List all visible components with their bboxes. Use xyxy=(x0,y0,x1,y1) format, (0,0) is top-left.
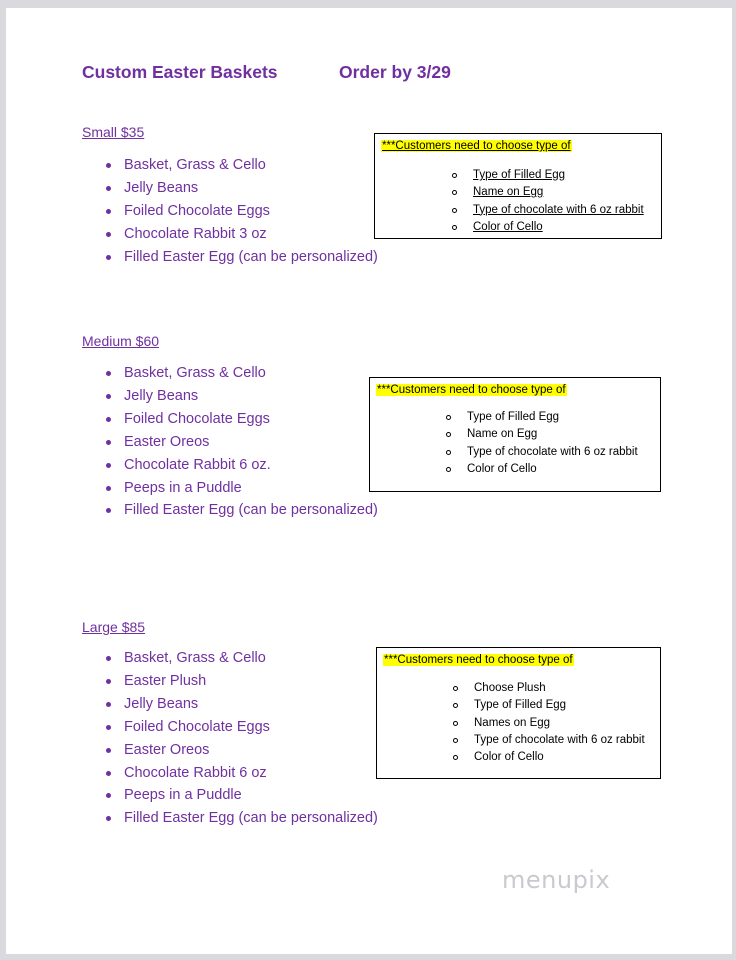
bullet-icon xyxy=(106,793,111,798)
list-item: Type of Filled Egg xyxy=(452,697,645,714)
list-item: Basket, Grass & Cello xyxy=(104,362,378,385)
circle-bullet-icon xyxy=(453,703,458,708)
list-item: Type of Filled Egg xyxy=(451,167,644,184)
bullet-icon xyxy=(106,748,111,753)
circle-bullet-icon xyxy=(446,415,451,420)
large-basket-heading: Large $85 xyxy=(82,619,146,635)
bullet-icon xyxy=(106,656,111,661)
page-title: Custom Easter Baskets xyxy=(82,62,278,82)
choice-options xyxy=(451,167,644,236)
list-item: Foiled Chocolate Eggs xyxy=(104,408,378,431)
bullet-icon xyxy=(106,463,111,468)
list-item: Basket, Grass & Cello xyxy=(104,647,378,670)
list-item: Chocolate Rabbit 6 oz xyxy=(104,762,378,785)
bullet-icon xyxy=(106,232,111,237)
bullet-icon xyxy=(106,725,111,730)
small-basket-heading: Small $35 xyxy=(82,124,145,140)
circle-bullet-icon xyxy=(452,173,457,178)
list-item: Foiled Chocolate Eggs xyxy=(104,200,378,223)
list-item: Jelly Beans xyxy=(104,385,378,408)
circle-bullet-icon xyxy=(446,467,451,472)
choice-options xyxy=(445,409,638,478)
medium-basket-heading: Medium $60 xyxy=(82,333,160,349)
bullet-icon xyxy=(106,679,111,684)
circle-bullet-icon xyxy=(453,686,458,691)
order-deadline: Order by 3/29 xyxy=(339,62,451,82)
list-item: Filled Easter Egg (can be personalized) xyxy=(104,499,378,522)
list-item: Jelly Beans xyxy=(104,177,378,200)
list-item: Easter Oreos xyxy=(104,431,378,454)
list-item: Peeps in a Puddle xyxy=(104,477,378,500)
list-item: Peeps in a Puddle xyxy=(104,784,378,807)
bullet-icon xyxy=(106,163,111,168)
list-item: Choose Plush xyxy=(452,680,645,697)
list-item: Name on Egg xyxy=(445,426,638,443)
bullet-icon xyxy=(106,394,111,399)
circle-bullet-icon xyxy=(446,432,451,437)
circle-bullet-icon xyxy=(453,738,458,743)
list-item: Jelly Beans xyxy=(104,693,378,716)
circle-bullet-icon xyxy=(446,450,451,455)
choice-options xyxy=(452,680,645,766)
bullet-icon xyxy=(106,371,111,376)
list-item: Type of Filled Egg xyxy=(445,409,638,426)
large-choices-note xyxy=(376,647,661,779)
bullet-icon xyxy=(106,186,111,191)
bullet-icon xyxy=(106,702,111,707)
circle-bullet-icon xyxy=(453,755,458,760)
list-item: Names on Egg xyxy=(452,715,645,732)
bullet-icon xyxy=(106,771,111,776)
medium-basket-items xyxy=(104,362,378,522)
list-item: Type of chocolate with 6 oz rabbit xyxy=(452,732,645,749)
note-heading: ***Customers need to choose type of xyxy=(384,654,573,666)
list-item: Type of chocolate with 6 oz rabbit xyxy=(445,444,638,461)
list-item: Easter Plush xyxy=(104,670,378,693)
circle-bullet-icon xyxy=(453,721,458,726)
list-item: Color of Cello xyxy=(451,219,644,236)
medium-choices-note xyxy=(369,377,661,492)
list-item: Color of Cello xyxy=(452,749,645,766)
list-item: Chocolate Rabbit 6 oz. xyxy=(104,454,378,477)
list-item: Name on Egg xyxy=(451,184,644,201)
list-item: Foiled Chocolate Eggs xyxy=(104,716,378,739)
circle-bullet-icon xyxy=(452,208,457,213)
bullet-icon xyxy=(106,209,111,214)
large-basket-items xyxy=(104,647,378,830)
note-heading: ***Customers need to choose type of xyxy=(377,384,566,396)
note-heading: ***Customers need to choose type of xyxy=(382,140,571,152)
list-item: Easter Oreos xyxy=(104,739,378,762)
bullet-icon xyxy=(106,508,111,513)
circle-bullet-icon xyxy=(452,225,457,230)
bullet-icon xyxy=(106,255,111,260)
bullet-icon xyxy=(106,440,111,445)
list-item: Type of chocolate with 6 oz rabbit xyxy=(451,202,644,219)
list-item: Filled Easter Egg (can be personalized) xyxy=(104,246,378,269)
list-item: Color of Cello xyxy=(445,461,638,478)
list-item: Chocolate Rabbit 3 oz xyxy=(104,223,378,246)
menupix-watermark: menupix xyxy=(502,866,611,894)
bullet-icon xyxy=(106,816,111,821)
small-choices-note xyxy=(374,133,662,239)
list-item: Basket, Grass & Cello xyxy=(104,154,378,177)
bullet-icon xyxy=(106,486,111,491)
circle-bullet-icon xyxy=(452,190,457,195)
small-basket-items xyxy=(104,154,378,269)
bullet-icon xyxy=(106,417,111,422)
menu-page xyxy=(6,8,732,954)
list-item: Filled Easter Egg (can be personalized) xyxy=(104,807,378,830)
